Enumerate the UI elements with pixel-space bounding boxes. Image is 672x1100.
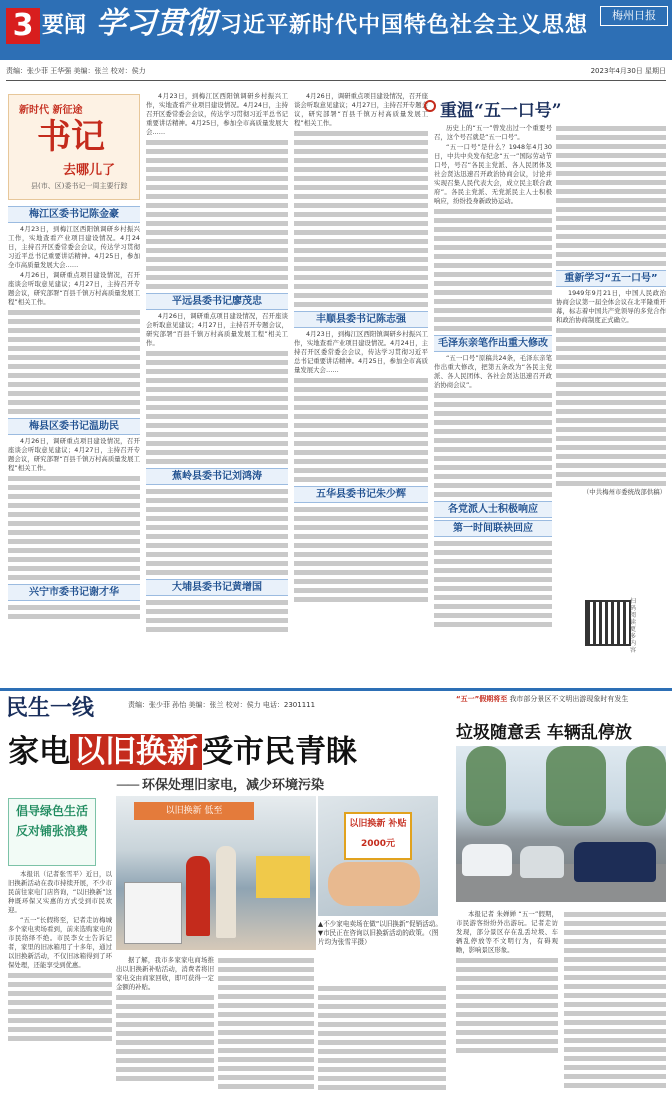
side-column-2 [564, 910, 666, 1094]
date-line: 2023年4月30日 星期日 [590, 67, 666, 75]
car [462, 844, 512, 876]
story-column-1 [8, 870, 112, 1094]
qr-code[interactable] [585, 600, 631, 646]
hand [328, 862, 420, 906]
paragraph: 4月23日，到梅江区西阳镇调研乡村振兴工作，实地查看产业项目建设情况。4月24日，主持召开区委常委会会议，传达学习贯彻习近平总书记重要讲话精神。4月25日，参加全市高质量发展大会…… [8, 225, 140, 269]
page-meta [0, 64, 672, 78]
campaign-badge [8, 798, 96, 866]
section-divider [0, 688, 672, 691]
paper-logo: 梅州日报 [600, 6, 668, 26]
subhead: 平远县委书记廖茂忠 [146, 293, 288, 310]
paragraph: 4月23日，到梅江区西阳镇调研乡村振兴工作，实地查看产业项目建设情况。4月24日，主持召开区委常委会会议，传达学习贯彻习近平总书记重要讲话精神。4月25日，参加全市高质量发展大会…… [146, 92, 288, 136]
paragraph: 历史上的“五一”曾发出过一个重要号召，这个号召就是“五一口号”。 [434, 124, 552, 141]
subhead: 各党派人士积极响应 [434, 501, 552, 518]
kicker-date: “五一”假期将至 [456, 695, 508, 703]
subhead: 蕉岭县委书记刘鸿涛 [146, 468, 288, 485]
car [520, 846, 564, 878]
text-column-3 [294, 92, 428, 682]
paragraph: 4月26日，调研重点项目建设情况，召开座谈会听取意见建议；4月27日，主持召开专题会议，研究部署“百县千镇万村高质量发展工程”相关工作。 [146, 312, 288, 347]
section-meta: 责编：张少菲 孙怡 美编：张兰 校对：侯力 电话：2301111 [128, 701, 316, 709]
kicker [456, 694, 666, 704]
divider [6, 80, 666, 81]
paragraph: 4月26日，调研重点项目建设情况，召开座谈会听取意见建议；4月27日，主持召开专题会议，研究部署“百县千镇万村高质量发展工程”相关工作。 [8, 271, 140, 306]
story-column-3 [218, 956, 314, 1094]
subhead: 梅县区委书记温助民 [8, 418, 140, 435]
text-column-1 [8, 204, 140, 682]
car [574, 842, 656, 882]
subhead: 梅江区委书记陈金豪 [8, 206, 140, 223]
side-headline: 垃圾随意丢 车辆乱停放 [456, 723, 632, 743]
subhead: 重新学习“五一口号” [556, 270, 666, 287]
subhead: 丰顺县委书记陈志强 [294, 311, 428, 328]
editors-line: 责编：张少菲 王华强 美编：张兰 校对：侯力 [6, 67, 146, 75]
column-banner [8, 94, 140, 200]
section-name: 要闻 [42, 13, 87, 38]
subhead: 兴宁市委书记谢才华 [8, 584, 140, 601]
tree [546, 746, 606, 826]
paragraph: 4月26日，调研重点项目建设情况，召开座谈会听取意见建议；4月27日，主持召开专题会议，研究部署“百县千镇万村高质量发展工程”相关工作。 [294, 92, 428, 127]
subhead: 大埔县委书记黄增国 [146, 579, 288, 596]
appliance [124, 882, 182, 944]
subsidy-sign: 以旧换新 补贴2000元 [344, 812, 412, 860]
store-sign: 以旧换新 低至 [134, 802, 254, 820]
photo-caption: ▲不少家电卖场在做“以旧换新”促销活动。▼市民正在咨询以旧换新活动的政策。（图片均为张雪平摄） [318, 920, 442, 946]
qr-caption: 扫码阅读更多内容 [630, 598, 637, 654]
credit: （中共梅州市委统战部供稿） [582, 488, 666, 496]
text-column-2 [146, 92, 288, 682]
paragraph: “五一口号”原稿共24条，毛泽东亲笔作出重大修改，把第五条改为“各民主党派、各人民团体、各社会贤达迅速召开政治协商会议”。 [434, 354, 552, 389]
subhead: 毛泽东亲笔作出重大修改 [434, 335, 552, 352]
slogan: 习近平新时代中国特色社会主义思想 [220, 13, 589, 38]
kicker-text: 我市部分景区不文明出游现象时有发生 [509, 695, 629, 703]
badge-line: 倡导绿色生活 [15, 804, 88, 818]
article-column-1 [434, 124, 552, 684]
headline [8, 732, 448, 772]
paragraph: 据了解，我市多家家电商场推出以旧换新补贴活动，消费者将旧家电交由商家回收，即可获得一定金额的补贴。 [116, 956, 214, 991]
paragraph: “五一口号”是什么？1948年4月30日，中共中央发布纪念“五一”国际劳动节口号，号召“各民主党派、各人民团体及社会贤达迅速召开政治协商会议，讨论并实现召集人民代表大会，成立民主联合政府”。各民主党派、无党派民主人士积极响应，纷纷投身新政协运动。 [434, 143, 552, 205]
tree [626, 746, 666, 826]
headline-part: 受市民青睐 [202, 734, 357, 770]
banner-note: 县(市、区)委书记一周主要行踪 [31, 182, 128, 190]
paragraph: 本报记者 朱婵婵 “五一”假期，市民游客纷纷外出游玩。记者走访发现，部分景区存在乱丢垃圾、车辆乱停放等不文明行为，有碍观瞻，影响景区形象。 [456, 910, 558, 954]
subhead: 第一时间联袂回应 [434, 520, 552, 537]
section-title: 民生一线 [6, 696, 95, 721]
paragraph: 1949年9月21日，中国人民政治协商会议第一届全体会议在北平隆重开幕，标志着中国共产党领导的多党合作和政治协商制度正式确立。 [556, 289, 666, 324]
article-column-2 [556, 124, 666, 594]
page-number: 3 [6, 8, 40, 44]
side-column-1 [456, 910, 558, 1094]
subsidy-photo [318, 796, 438, 916]
paragraph: 本报讯（记者张雪平）近日，以旧换新活动在我市持续开展，不少市民前往家电门店咨询，“以旧换新”这种既环保又实惠的方式受到市民欢迎。 [8, 870, 112, 914]
paragraph: 4月23日，到梅江区西阳镇调研乡村振兴工作，实地查看产业项目建设情况。4月24日，主持召开区委常委会会议，传达学习贯彻习近平总书记重要讲话精神。4月25日，参加全市高质量发展大会…… [294, 330, 428, 374]
article-title: 重温“五一口号” [440, 96, 562, 121]
subhead: 五华县委书记朱少辉 [294, 486, 428, 503]
paragraph: “五一”长假将至，记者走访梅城多个家电卖场看到，前来选购家电的市民络绎不绝。市民李女士告诉记者，家里的旧冰箱用了十多年，通过以旧换新活动，不仅旧冰箱得到了环保处理，还能享受到优惠。 [8, 916, 112, 969]
headline-part: 家电 [8, 734, 70, 770]
appliance [256, 856, 310, 898]
person [186, 856, 210, 936]
paragraph: 4月26日，调研重点项目建设情况，召开座谈会听取意见建议；4月27日，主持召开专题会议，研究部署“百县千镇万村高质量发展工程”相关工作。 [8, 437, 140, 472]
badge-line: 反对铺张浪费 [15, 824, 88, 838]
store-photo [116, 796, 316, 950]
story-column-2 [116, 956, 214, 1094]
banner-title: 去哪儿了 [63, 163, 116, 178]
parking-photo [456, 746, 666, 902]
story-column-4 [318, 984, 446, 1094]
tree [466, 746, 506, 826]
subheadline: —— 环保处理旧家电，减少环境污染 [116, 774, 324, 793]
headline-highlight: 以旧换新 [70, 734, 202, 770]
column-title: 学习贯彻 [96, 6, 216, 41]
banner-big: 书记 [37, 117, 105, 157]
person [216, 846, 236, 938]
banner-kicker: 新时代 新征途 [19, 105, 83, 116]
